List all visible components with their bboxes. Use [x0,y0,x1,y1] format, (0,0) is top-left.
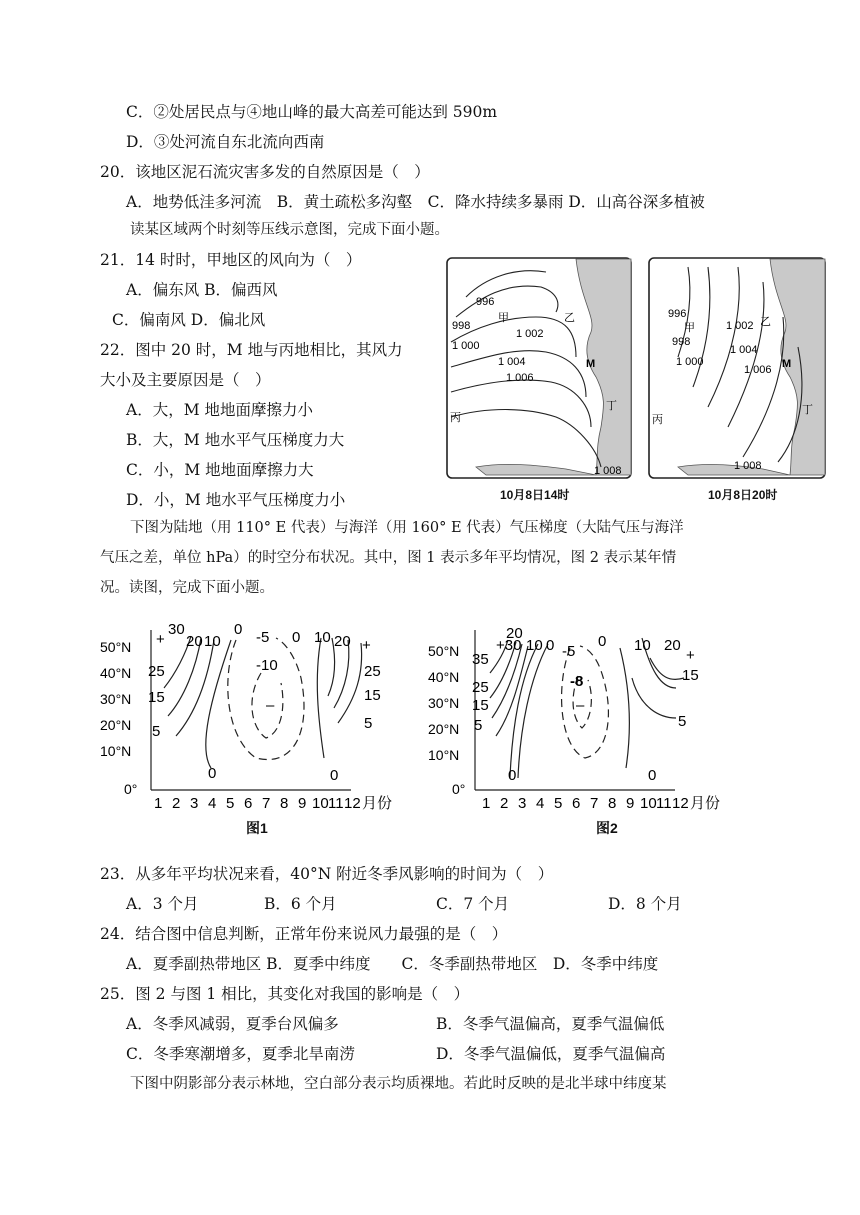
intro-forest: 下图中阴影部分表示林地，空白部分表示均质裸地。若此时反映的是北半球中纬度某 [130,1076,667,1092]
fig1-ytick-0: 0° [124,781,138,797]
fig2-label-0-bottom-left: 0 [508,767,517,784]
fig2-xtick-10: 10 [640,795,657,812]
fig2-ytick-50: 50°N [428,643,460,659]
map20-label-1008: 1 008 [734,460,762,472]
intro-gradient-line2: 气压之差，单位 hPa）的时空分布状况。其中，图 1 表示多年平均情况，图 2 表示某年情 [100,550,677,566]
fig2-label-plus-right: + [686,647,695,664]
q25-stem: 25．图 2 与图 1 相比，其变化对我国的影响是（ ） [100,985,470,1003]
fig2-xtick-2: 2 [500,795,509,812]
fig1-label-0-right: 0 [292,629,301,646]
map20-label-1004: 1 004 [730,344,758,356]
map20-label-m: M [782,358,792,370]
fig1-ytick-40: 40°N [100,665,132,681]
intro-gradient-line1: 下图为陆地（用 110° E 代表）与海洋（用 160° E 代表）气压梯度（大陆气压与海洋 [130,520,684,536]
map20-label-998: 998 [672,336,691,348]
fig2-dashed-contours [562,646,609,758]
q22-option-a: A．大，M 地地面摩擦力小 [126,401,313,419]
fig1-ytick-10: 10°N [100,743,132,759]
fig2-x-unit: 月份 [690,795,721,812]
fig2-label-0-bottom-right: 0 [648,767,657,784]
map20-label-1006: 1 006 [744,364,772,376]
map14-label-1000: 1 000 [452,340,480,352]
fig1-xtick-5: 5 [226,795,235,812]
q21-stem: 21．14 时时，甲地区的风向为（ ） [100,251,362,269]
q23-option-d: D．8 个月 [608,895,682,913]
q19-option-d: D．③处河流自东北流向西南 [126,133,325,151]
fig1-xtick-2: 2 [172,795,181,812]
map14-label-m: M [586,358,596,370]
isobar-map-14h [446,257,632,479]
fig2-ytick-30: 30°N [428,695,460,711]
q24-options: A．夏季副热带地区 B．夏季中纬度 C．冬季副热带地区 D．冬季中纬度 [126,955,659,973]
q25-option-d: D．冬季气温偏低，夏季气温偏高 [436,1045,666,1063]
map20-label-yi: 乙 [760,316,771,328]
fig2-xtick-3: 3 [518,795,527,812]
q20-stem: 20．该地区泥石流灾害多发的自然原因是（ ） [100,163,430,181]
fig1-xtick-11: 11 [328,795,344,812]
map20-label-1002: 1 002 [726,320,754,332]
fig1-label-30: 30 [168,621,185,638]
fig2-label-plus30: +30 [496,637,522,654]
q22-option-b: B．大，M 地水平气压梯度力大 [126,431,345,449]
fig1-label-10-right: 10 [314,629,331,646]
fig2-caption: 图2 [596,820,618,836]
fig1-contours [164,636,362,768]
map14-label-1008: 1 008 [594,465,622,477]
map20-label-996: 996 [668,308,687,320]
fig1-xtick-1: 1 [154,795,163,812]
fig2-xtick-6: 6 [572,795,581,812]
fig1-label-plus-right: + [362,637,371,654]
fig1-x-unit: 月份 [362,795,393,812]
fig1-label-10: 10 [204,633,221,650]
intro-isobar: 读某区域两个时刻等压线示意图，完成下面小题。 [130,222,449,238]
q19-option-c: C．②处居民点与④地山峰的最大高差可能达到 590m [126,103,498,121]
map20-label-bing: 丙 [652,414,663,426]
fig1-label-5-left: 5 [152,723,161,740]
fig1-label-minus5: -5 [256,629,270,646]
map20-caption: 10月8日20时 [708,488,778,502]
fig2-label-0-top: 0 [546,637,555,654]
fig1-label-15-left: 15 [148,689,165,706]
fig1-xtick-12: 12 [344,795,361,812]
q20-options: A．地势低洼多河流 B．黄土疏松多沟壑 C．降水持续多暴雨 D．山高谷深多植被 [126,193,705,211]
q23-option-a: A．3 个月 [126,895,199,913]
fig2-label-10-right: 10 [634,637,651,654]
fig1-xtick-10: 10 [312,795,329,812]
fig1-label-25-left: 25 [148,663,165,680]
fig1-xtick-4: 4 [208,795,217,812]
fig1-ytick-30: 30°N [100,691,132,707]
fig1-label-25-right: 25 [364,663,381,680]
figure-1-graph [96,618,426,836]
map14-label-1002: 1 002 [516,328,544,340]
map14-label-bing: 丙 [450,412,461,424]
fig2-ytick-40: 40°N [428,669,460,685]
isobar-map-20h [648,257,826,479]
fig1-label-20-right: 20 [334,633,351,650]
fig1-xtick-7: 7 [262,795,271,812]
map14-label-jia: 甲 [498,312,509,324]
q21-options-ab: A．偏东风 B．偏西风 [126,281,278,299]
q25-option-b: B．冬季气温偏高，夏季气温偏低 [436,1015,665,1033]
fig1-label-0-top: 0 [234,621,243,638]
fig2-xtick-9: 9 [626,795,635,812]
fig2-xtick-11: 11 [656,795,672,812]
fig2-xtick-4: 4 [536,795,545,812]
fig2-label-20-right: 20 [664,637,681,654]
q23-stem: 23．从多年平均状况来看，40°N 附近冬季风影响的时间为（ ） [100,865,554,883]
fig2-label-10: 10 [526,637,543,654]
fig2-label-minus5: -5 [562,643,576,660]
fig2-xtick-12: 12 [672,795,689,812]
map20-label-jia: 甲 [684,322,695,334]
fig1-axes [151,630,351,790]
fig1-label-0-bottom-right: 0 [330,767,339,784]
fig2-label-15-right: 15 [682,667,699,684]
q22-stem-line2: 大小及主要原因是（ ） [100,371,271,389]
map14-label-ding: 丁 [606,400,617,412]
fig1-xtick-9: 9 [298,795,307,812]
map14-label-998: 998 [452,320,471,332]
fig1-ytick-50: 50°N [100,639,132,655]
fig2-label-15-left: 15 [472,697,489,714]
map14-label-996: 996 [476,296,495,308]
fig2-label-35: 35 [472,651,489,668]
q24-stem: 24．结合图中信息判断，正常年份来说风力最强的是（ ） [100,925,508,943]
map20-label-ding: 丁 [802,404,813,416]
map14-label-yi: 乙 [564,312,575,324]
fig1-label-20: 20 [186,633,203,650]
fig1-label-minus10: -10 [256,657,278,674]
q22-option-d: D．小，M 地水平气压梯度力小 [126,491,346,509]
q25-option-c: C．冬季寒潮增多，夏季北旱南涝 [126,1045,355,1063]
fig2-label-5-right: 5 [678,713,687,730]
map14-label-1004: 1 004 [498,356,526,368]
fig2-label-25: 25 [472,679,489,696]
fig2-label-minus8: -8 [570,673,584,690]
fig2-label-20: 20 [506,625,523,642]
fig1-label-0-bottom-left: 0 [208,765,217,782]
fig2-label-5-left: 5 [474,717,483,734]
fig2-label-0-right: 0 [598,633,607,650]
q25-option-a: A．冬季风减弱，夏季台风偏多 [126,1015,339,1033]
fig1-ytick-20: 20°N [100,717,132,733]
fig2-label-dash: – [576,697,585,714]
q21-options-cd: C．偏南风 D．偏北风 [112,311,266,329]
fig1-xtick-3: 3 [190,795,199,812]
fig1-xtick-8: 8 [280,795,289,812]
q22-option-c: C．小，M 地地面摩擦力大 [126,461,314,479]
map14-caption: 10月8日14时 [500,488,570,502]
fig2-ytick-0: 0° [452,781,466,797]
fig1-xtick-6: 6 [244,795,253,812]
q23-option-c: C．7 个月 [436,895,510,913]
fig2-xtick-8: 8 [608,795,617,812]
fig2-ytick-10: 10°N [428,747,460,763]
q23-option-b: B．6 个月 [264,895,337,913]
intro-gradient-line3: 况。读图，完成下面小题。 [100,580,274,596]
fig2-xtick-1: 1 [482,795,491,812]
figure-2-graph [420,618,750,836]
map20-label-1000: 1 000 [676,356,704,368]
fig1-label-5-right: 5 [364,715,373,732]
fig1-caption: 图1 [246,820,268,836]
map14-label-1006: 1 006 [506,372,534,384]
fig2-xtick-5: 5 [554,795,563,812]
fig1-label-plus-left: + [156,631,165,648]
fig2-ytick-20: 20°N [428,721,460,737]
fig1-label-dash: – [266,697,275,714]
fig1-label-15-right: 15 [364,687,381,704]
q22-stem-line1: 22．图中 20 时，M 地与丙地相比，其风力 [100,341,403,359]
fig2-xtick-7: 7 [590,795,599,812]
